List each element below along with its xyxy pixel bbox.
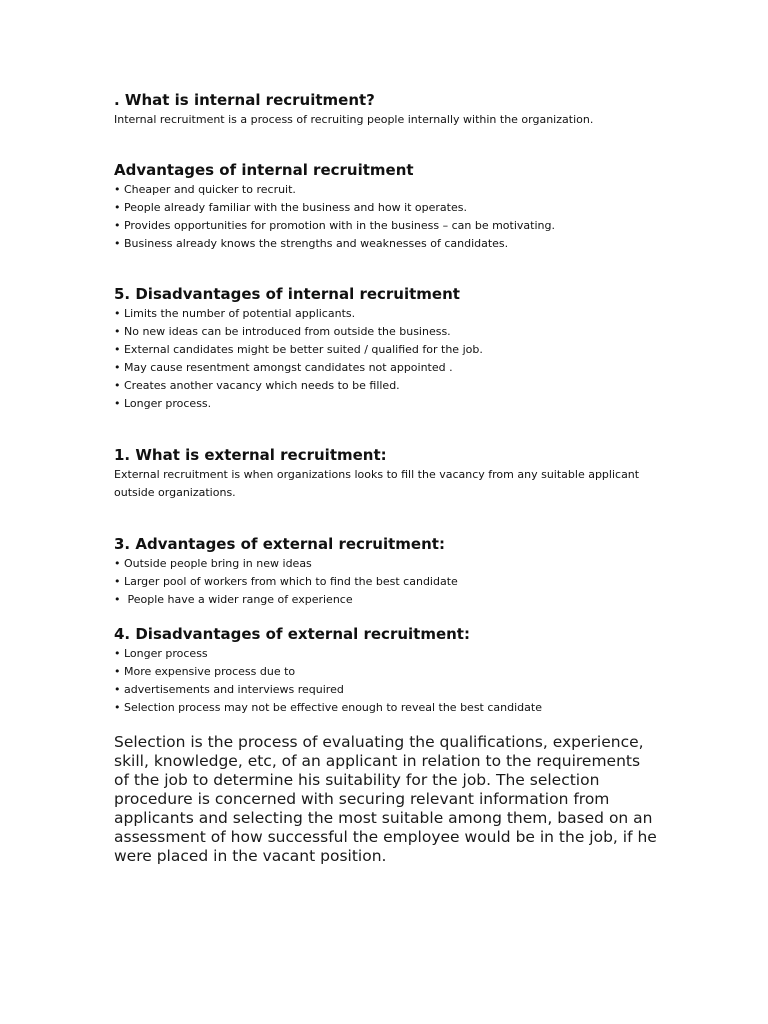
list-item: • People already familiar with the business and how it operates. bbox=[114, 201, 467, 214]
external-disadvantages-heading: 4. Disadvantages of external recruitment: bbox=[114, 625, 470, 643]
list-item: • People have a wider range of experience bbox=[114, 593, 353, 606]
list-item: • Creates another vacancy which needs to be filled. bbox=[114, 379, 400, 392]
external-recruitment-definition-line: outside organizations. bbox=[114, 486, 236, 499]
list-item: • Cheaper and quicker to recruit. bbox=[114, 183, 296, 196]
external-disadvantages-section bbox=[114, 624, 542, 717]
internal-advantages-section bbox=[114, 160, 555, 253]
selection-section bbox=[114, 733, 659, 866]
list-item: • May cause resentment amongst candidates not appointed . bbox=[114, 361, 453, 374]
list-item: • Business already knows the strengths and weaknesses of candidates. bbox=[114, 237, 509, 250]
internal-advantages-heading: Advantages of internal recruitment bbox=[114, 161, 414, 179]
external-advantages-heading: 3. Advantages of external recruitment: bbox=[114, 535, 445, 553]
list-item: • Longer process bbox=[114, 647, 208, 660]
external-recruitment-section bbox=[114, 445, 639, 502]
internal-disadvantages-section bbox=[114, 284, 483, 413]
internal-recruitment-section bbox=[114, 90, 593, 129]
list-item: • advertisements and interviews required bbox=[114, 683, 344, 696]
internal-recruitment-heading: . What is internal recruitment? bbox=[114, 91, 375, 109]
list-item: • External candidates might be better suited / qualified for the job. bbox=[114, 343, 483, 356]
internal-disadvantages-heading: 5. Disadvantages of internal recruitment bbox=[114, 285, 460, 303]
list-item: • Longer process. bbox=[114, 397, 212, 410]
list-item: • No new ideas can be introduced from outside the business. bbox=[114, 325, 451, 338]
list-item: • Limits the number of potential applicants. bbox=[114, 307, 356, 320]
list-item: • Outside people bring in new ideas bbox=[114, 557, 312, 570]
list-item: • Larger pool of workers from which to find the best candidate bbox=[114, 575, 458, 588]
external-advantages-section bbox=[114, 534, 458, 609]
external-recruitment-heading: 1. What is external recruitment: bbox=[114, 446, 387, 464]
list-item: • More expensive process due to bbox=[114, 665, 296, 678]
selection-paragraph: Selection is the process of evaluating the qualifications, experience, skill, knowledge, etc, of an applicant in relation to the requirements of the job to determine his suitability for the job. The selection procedure is concerned with securing relevant information from applicants and selecting the most suitable among them, based on an assessment of how successful the employee would be in the job, if he were placed in the vacant position. bbox=[114, 733, 657, 865]
list-item: • Selection process may not be effective enough to reveal the best candidate bbox=[114, 701, 542, 714]
list-item: • Provides opportunities for promotion with in the business – can be motivating. bbox=[114, 219, 555, 232]
external-recruitment-definition-line: External recruitment is when organizations looks to fill the vacancy from any suitable applicant bbox=[114, 468, 640, 481]
internal-recruitment-definition: Internal recruitment is a process of recruiting people internally within the organization. bbox=[114, 113, 594, 126]
